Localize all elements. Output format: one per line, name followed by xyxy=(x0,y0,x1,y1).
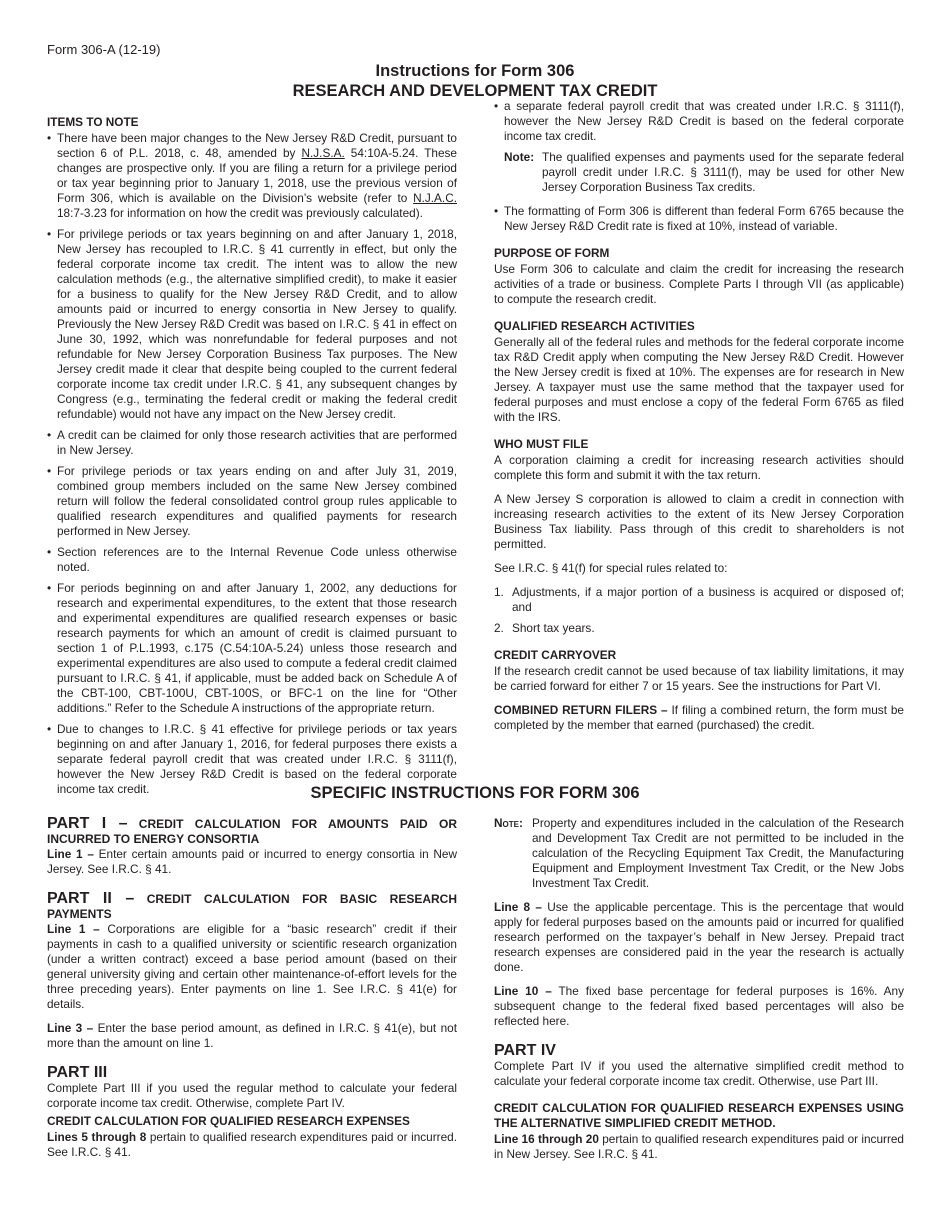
qra-heading: QUALIFIED RESEARCH ACTIVITIES xyxy=(494,319,695,333)
line-text: Enter certain amounts paid or incurred to energy consortia in New Jersey. See I.R.C. § 41. xyxy=(47,847,457,876)
part1-heading xyxy=(47,816,457,847)
list-item: • Due to changes to I.R.C. § 41 effective for privilege periods or tax years beginning on and after January 1, 2016, for federal purposes there exists a separate federal payroll credit that was created under I.R.C. § 3111(f), however the New Jersey R&D Credit is based on the federal corporate income tax credit. xyxy=(47,722,457,752)
note xyxy=(504,150,904,195)
line-text: The fixed base percentage for federal purposes is 16%. Any subsequent change to the federal fixed based percentages will also be reflected here. xyxy=(494,984,904,1028)
payroll-credit-text: a separate federal payroll credit that was created under I.R.C. § 3111(f), however the New Jersey R&D Credit is based on the federal corporate income tax credit. xyxy=(504,99,904,143)
note-text: The qualified expenses and payments used for the separate federal payroll credit under I.R.C. § 3111(f), may be used for other New Jersey Corporation Business Tax credits. xyxy=(542,150,904,194)
part3-subheading: CREDIT CALCULATION FOR QUALIFIED RESEARCH EXPENSES xyxy=(47,1114,410,1128)
part4-lines xyxy=(494,1132,904,1162)
list-item: • The formatting of Form 306 is different than federal Form 6765 because the New Jersey R&D Credit rate is fixed at 10%, instead of variable. xyxy=(494,204,904,234)
items-to-note-heading: ITEMS TO NOTE xyxy=(47,115,139,129)
part-label: PART II – xyxy=(47,890,135,907)
line-label: Line 1 – xyxy=(47,922,100,936)
line-text: pertain to qualified research expenditures paid or incurred in New Jersey. See I.R.C. § 41. xyxy=(494,1132,904,1161)
line-label: Line 16 through 20 xyxy=(494,1132,599,1146)
njac-ref: N.J.A.C. xyxy=(413,191,457,205)
part2-line1 xyxy=(47,922,457,1012)
list-item xyxy=(494,585,904,615)
part3-text: Complete Part III if you used the regular method to calculate your federal corporate income tax credit. Otherwise, complete Part IV. xyxy=(47,1081,457,1110)
combined-text: If filing a combined return, the form must be completed by the member that earned (purchased) the credit. xyxy=(494,703,904,732)
line8 xyxy=(494,900,904,975)
purpose-text: Use Form 306 to calculate and claim the credit for increasing the research activities of a trade or business. Complete Parts I through VII (as applicable) to compute the research credit. xyxy=(494,262,904,306)
line-text: Corporations are eligible for a “basic research” credit if their payments in cash to a qualified university or scientific research organization (under a written contract) exceed a base period amount (based on their general university giving and certain other maintenance-of-effort levels for the three preceding years). Enter payments on line 1. See I.R.C. § 41(e) for details. xyxy=(47,922,457,1011)
part4-subheading: CREDIT CALCULATION FOR QUALIFIED RESEARCH EXPENSES USING THE ALTERNATIVE SIMPLIFIED CREDIT METHOD. xyxy=(494,1101,904,1130)
line-text: pertain to qualified research expenditures paid or incurred. See I.R.C. § 41. xyxy=(47,1130,457,1159)
note-label: Note: xyxy=(494,816,523,830)
page-subtitle: RESEARCH AND DEVELOPMENT TAX CREDIT xyxy=(292,82,658,100)
note xyxy=(494,816,904,891)
who-text-1: A corporation claiming a credit for increasing research activities should complete this form and submit it with the tax return. xyxy=(494,453,904,482)
text: There have been major changes to the New Jersey R&D Credit, pursuant to section 6 of P.L. 2018, c. 48, amended by xyxy=(57,131,457,160)
who-text-3: See I.R.C. § 41(f) for special rules related to: xyxy=(494,561,728,575)
part3-heading xyxy=(47,1065,457,1081)
carryover-heading: CREDIT CARRYOVER xyxy=(494,648,617,662)
part2-heading xyxy=(47,891,457,922)
purpose-heading: PURPOSE OF FORM xyxy=(494,246,610,260)
who-text-2: A New Jersey S corporation is allowed to claim a credit in connection with increasing research activities to the extent of its New Jersey Corporation Business Tax liability. Pass through of this credit to shareholders is not permitted. xyxy=(494,492,904,551)
part1-line1 xyxy=(47,847,457,877)
item-number: 1. xyxy=(494,585,504,599)
part-label: PART III xyxy=(47,1064,108,1081)
line10 xyxy=(494,984,904,1029)
line-label: Line 10 – xyxy=(494,984,552,998)
line-text: Enter the base period amount, as defined in I.R.C. § 41(e), but not more than the amount on line 1. xyxy=(47,1021,458,1050)
part2-line3 xyxy=(47,1021,457,1051)
line-label: Lines 5 through 8 xyxy=(47,1130,147,1144)
line-label: Line 1 – xyxy=(47,847,94,861)
part-title: CREDIT CALCULATION FOR AMOUNTS PAID OR INCURRED TO ENERGY CONSORTIA xyxy=(47,817,457,846)
list-item xyxy=(47,131,457,221)
combined-filers xyxy=(494,703,904,733)
note-text: Property and expenditures included in the calculation of the Research and Development Tax Credit are not permitted to be included in the calculation of the Recycling Equipment Tax Credit, the Manufacturing Equipment and Employment Investment Tax Credit, or the New Jobs Investment Tax Credit. xyxy=(532,816,904,890)
note-label: Note: xyxy=(504,150,535,164)
line-label: Line 3 – xyxy=(47,1021,94,1035)
text: 18:7-3.23 for information on how the credit was previously calculated). xyxy=(57,206,423,220)
njsa-ref: N.J.S.A. xyxy=(301,146,345,160)
list-item: • Section references are to the Internal Revenue Code unless otherwise noted. xyxy=(47,545,457,575)
specific-right-column xyxy=(494,816,904,1171)
line-text: Use the applicable percentage. This is the percentage that would apply for federal purposes based on the amounts paid or incurred for qualified research performed on the taxpayer’s behalf in New Jersey. Prepaid tract research expenses are considered paid in the year the research is actually done. xyxy=(494,900,904,974)
item-text: Adjustments, if a major portion of a business is acquired or disposed of; and xyxy=(512,585,904,614)
part-label: PART I – xyxy=(47,815,128,832)
item-text: Short tax years. xyxy=(512,621,595,635)
item-number: 2. xyxy=(494,621,504,635)
items-to-note-section xyxy=(47,115,457,796)
list-item-continued xyxy=(494,99,904,144)
specific-left-column xyxy=(47,816,457,1169)
list-item: • For periods beginning on and after January 1, 2002, any deductions for research and experimental expenditures, to the extent that those research and experimental expenditures are qualified research expenses or basic research payments for which an amount of credit is claimed pursuant to section 1 of P.L.1993, c.175 (C.54:10A-5.24) unless those research and experimental expenditures are also used to compute a federal credit claimed pursuant to I.R.C. § 41, if applicable, must be added back on Schedule A of the CBT-100, CBT-100U, CBT-100S, or BFC-1 on the line for “Other additions.” Refer to the Schedule A instructions of the appropriate return. xyxy=(47,581,457,716)
part-title: CREDIT CALCULATION FOR BASIC RESEARCH PAYMENTS xyxy=(47,892,458,921)
part4-heading xyxy=(494,1043,904,1059)
form-number: Form 306-A (12-19) xyxy=(47,42,161,57)
list-item: • For privilege periods or tax years beginning on and after January 1, 2018, New Jersey has recoupled to I.R.C. § 41 currently in effect, but only the federal corporate income tax credit. The intent was to allow the new calculation methods (e.g., the alternative simplified credit), to make it easier for a business to qualify for the New Jersey R&D Credit, and to allow amounts paid or incurred to energy consortia in New Jersey to qualify. Previously the New Jersey R&D Credit was based on I.R.C. § 41 in effect on June 30, 1992, which was nonrefundable for federal purposes and not refundable for New Jersey Corporation Business Tax purposes. The New Jersey credit made it clear that despite being coupled to the current federal corporate income tax credit under I.R.C. § 41, any subsequent changes by Congress (e.g., terminating the federal credit or making the federal credit refundable) would not have any impact on the New Jersey credit. xyxy=(47,227,457,422)
part3-lines xyxy=(47,1130,457,1160)
text: 54:10A-5.24. These changes are prospective only. If you are filing a return for a privilege period or tax year beginning prior to January 1, 2018, use the previous version of Form 306, which is available on the Division’s website (refer to xyxy=(57,146,457,205)
list-item: • For privilege periods or tax years ending on and after July 31, 2019, combined group members included on the same New Jersey combined return will follow the federal consolidated control group rules applicable to qualified research expenditures and qualified payments for research performed in New Jersey. xyxy=(47,464,457,539)
list-item xyxy=(494,621,904,636)
who-heading: WHO MUST FILE xyxy=(494,437,589,451)
list-item: • A credit can be claimed for only those research activities that are performed in New Jersey. xyxy=(47,428,457,458)
page-title: Instructions for Form 306 xyxy=(375,62,575,80)
specific-instructions-heading: SPECIFIC INSTRUCTIONS FOR FORM 306 xyxy=(310,784,640,802)
right-column-upper xyxy=(494,99,904,742)
line-label: Line 8 – xyxy=(494,900,542,914)
part-label: PART IV xyxy=(494,1042,556,1059)
part4-text: Complete Part IV if you used the alternative simplified credit method to calculate your federal corporate income tax credit. Otherwise, use Part III. xyxy=(494,1059,904,1088)
carryover-text: If the research credit cannot be used because of tax liability limitations, it may be carried forward for either 7 or 15 years. See the instructions for Part VI. xyxy=(494,664,904,693)
qra-text: Generally all of the federal rules and methods for the federal corporate income tax R&D Credit apply when computing the New Jersey R&D Credit. However the New Jersey credit is fixed at 10%. The expenses are for research in New Jersey. A taxpayer must use the same method that the taxpayer used for federal purposes and must enclose a copy of the federal Form 6765 as filed with the IRS. xyxy=(494,335,904,424)
combined-label: COMBINED RETURN FILERS – xyxy=(494,703,668,717)
